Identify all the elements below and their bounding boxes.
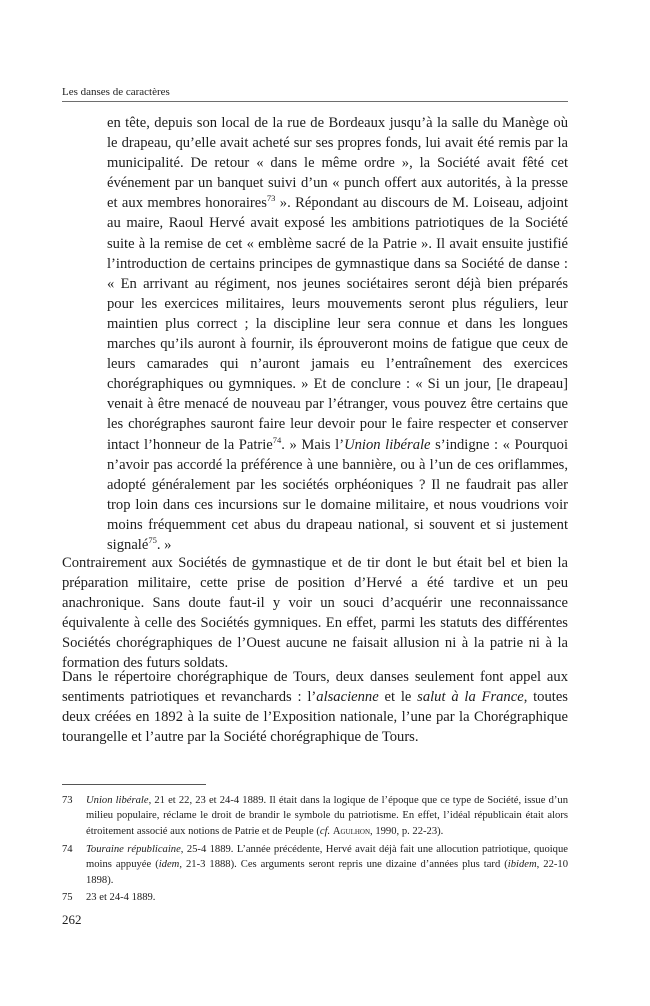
fn74-text-1: , 25-4 1889. L’année précédente, Hervé avait déjà fait une allocution patriotique, quoique moins appuyée ( — [86, 844, 568, 871]
quote-text-4: s’indigne : « Pourquoi n’avoir pas accordé la préférence à une bannière, ou à l’un de ces oriflammes, adopté généralement par les sociétés orphéoniques ? Il ne faudrait pas aller trop loin dans ces incursions sur le domaine militaire, et nous voudrions voir moins fréquemment cet abus du drapeau national, si souvent et si justement signalé — [107, 436, 569, 553]
fn75-text-1: 23 et 24-4 1889. — [86, 892, 156, 903]
fn74-italic-1: Touraine républicaine — [86, 844, 181, 855]
para2-text-2: et le — [378, 689, 418, 706]
body-paragraph-1: Contrairement aux Sociétés de gymnastique et de tir dont le but était bel et bien la préparation militaire, cette prise de position d’Hervé a été tardive et un peu anachronique. Sans doute faut-il y voir un souci d’acquérir une reconnaissance équivalente à celle des Sociétés gymniques. En effet, parmi les statuts des différentes Sociétés chorégraphiques de l’Ouest aucune ne faisait allusion ni à la patrie ni à la formation des futurs soldats. — [62, 555, 568, 672]
fn74-italic-3: ibidem — [507, 859, 537, 871]
quote-text-1: en tête, depuis son local de la rue de Bordeaux jusqu’à la salle du Manège où le drapeau, qu’elle avait acheté sur ses propres fonds, lui avait été remis par la municipalité. De retour « dans le même ordre », la Société avait fêté cet événement par un banquet suivi d’un « punch offert aux autorités, à la presse et aux membres honoraires — [107, 115, 568, 212]
footnote-text — [86, 842, 568, 888]
footnote-74 — [62, 842, 568, 888]
fn73-text-1: , 21 et 22, 23 et 24-4 1889. Il était dans la logique de l’époque que ce type de Société, issue d’un milieu populaire, réclame le droit de brandir le symbole du patriotisme. En effet, l’idéal républicain était alors étroitement associé aux notions de Patrie et de Peuple ( — [86, 795, 568, 837]
fn73-italic-1: Union libérale — [86, 795, 149, 806]
fn74-italic-2: idem — [158, 859, 180, 871]
footnote-ref-74[interactable]: 74 — [272, 434, 282, 445]
para2-text-3: , toutes deux créées en 1892 à la suite de l’Exposition nationale, l’une par la Chorégraphique tourangelle et l’autre par la Société chorégraphique de Tours. — [62, 689, 568, 746]
footnote-ref-75[interactable]: 75 — [148, 535, 157, 546]
footnote-number: 73 — [62, 795, 73, 806]
fn73-author: Agulhon — [332, 825, 371, 837]
footnote-75 — [62, 890, 568, 905]
quote-text-5: . » — [156, 536, 172, 553]
footnote-ref-73[interactable]: 73 — [266, 193, 276, 204]
footnote-73 — [62, 793, 568, 839]
para2-italic-salut: salut à la France — [417, 689, 524, 706]
fn73-text-3: , 1990, p. 22-23). — [370, 825, 444, 837]
fn74-text-2: , 21-3 1888). Ces arguments seront repris une dizaine d’années plus tard ( — [179, 859, 508, 871]
quote-text-2: ». Répondant au discours de M. Loiseau, adjoint au maire, Raoul Hervé avait exposé les ambitions patriotiques de la Société suite à la remise de cet « emblème sacré de la Patrie ». Il avait ensuite justifié l’introduction de certains principes de gymnastique dans sa Société de danse : « En arrivant au régiment, nos jeunes sociétaires seront déjà bien préparés pour les exercices militaires, leurs mouvements seront plus réguliers, leur maintien plus correct ; la discipline leur sera connue et dans les longues marches qu’ils auront à fournir, ils éprouveront moins de fatigue que ceux de leurs camarades qui n’auront jamais eu l’entraînement des exercices chorégraphiques ou gymniques. » Et de conclure : « Si un jour, [le drapeau] venait à être menacé de nouveau par l’étranger, vous pouvez être certains que les chorégraphes sauront faire leur devoir pour le faire respecter et conserver intact l’honneur de la Patrie — [107, 195, 568, 453]
footnote-text — [86, 793, 568, 839]
quote-italic-union-liberale: Union libérale — [344, 436, 431, 453]
fn74-text-3: , 22-10 1898). — [86, 859, 568, 886]
footnote-separator — [62, 784, 206, 785]
footnote-text — [86, 890, 568, 905]
body-paragraph-2 — [62, 667, 568, 747]
fn73-italic-2: cf. — [319, 825, 331, 837]
footnote-number: 74 — [62, 844, 73, 855]
block-quote — [107, 113, 568, 555]
para2-text-1: Dans le répertoire chorégraphique de Tours, deux danses seulement font appel aux sentiments patriotiques et revanchards : l’ — [62, 669, 568, 706]
quote-text-3: . » Mais l’ — [281, 436, 345, 453]
running-head: Les danses de caractères — [62, 86, 568, 102]
footnote-number: 75 — [62, 892, 73, 903]
para2-italic-alsacienne: alsacienne — [316, 689, 379, 706]
page-number: 262 — [62, 912, 82, 927]
